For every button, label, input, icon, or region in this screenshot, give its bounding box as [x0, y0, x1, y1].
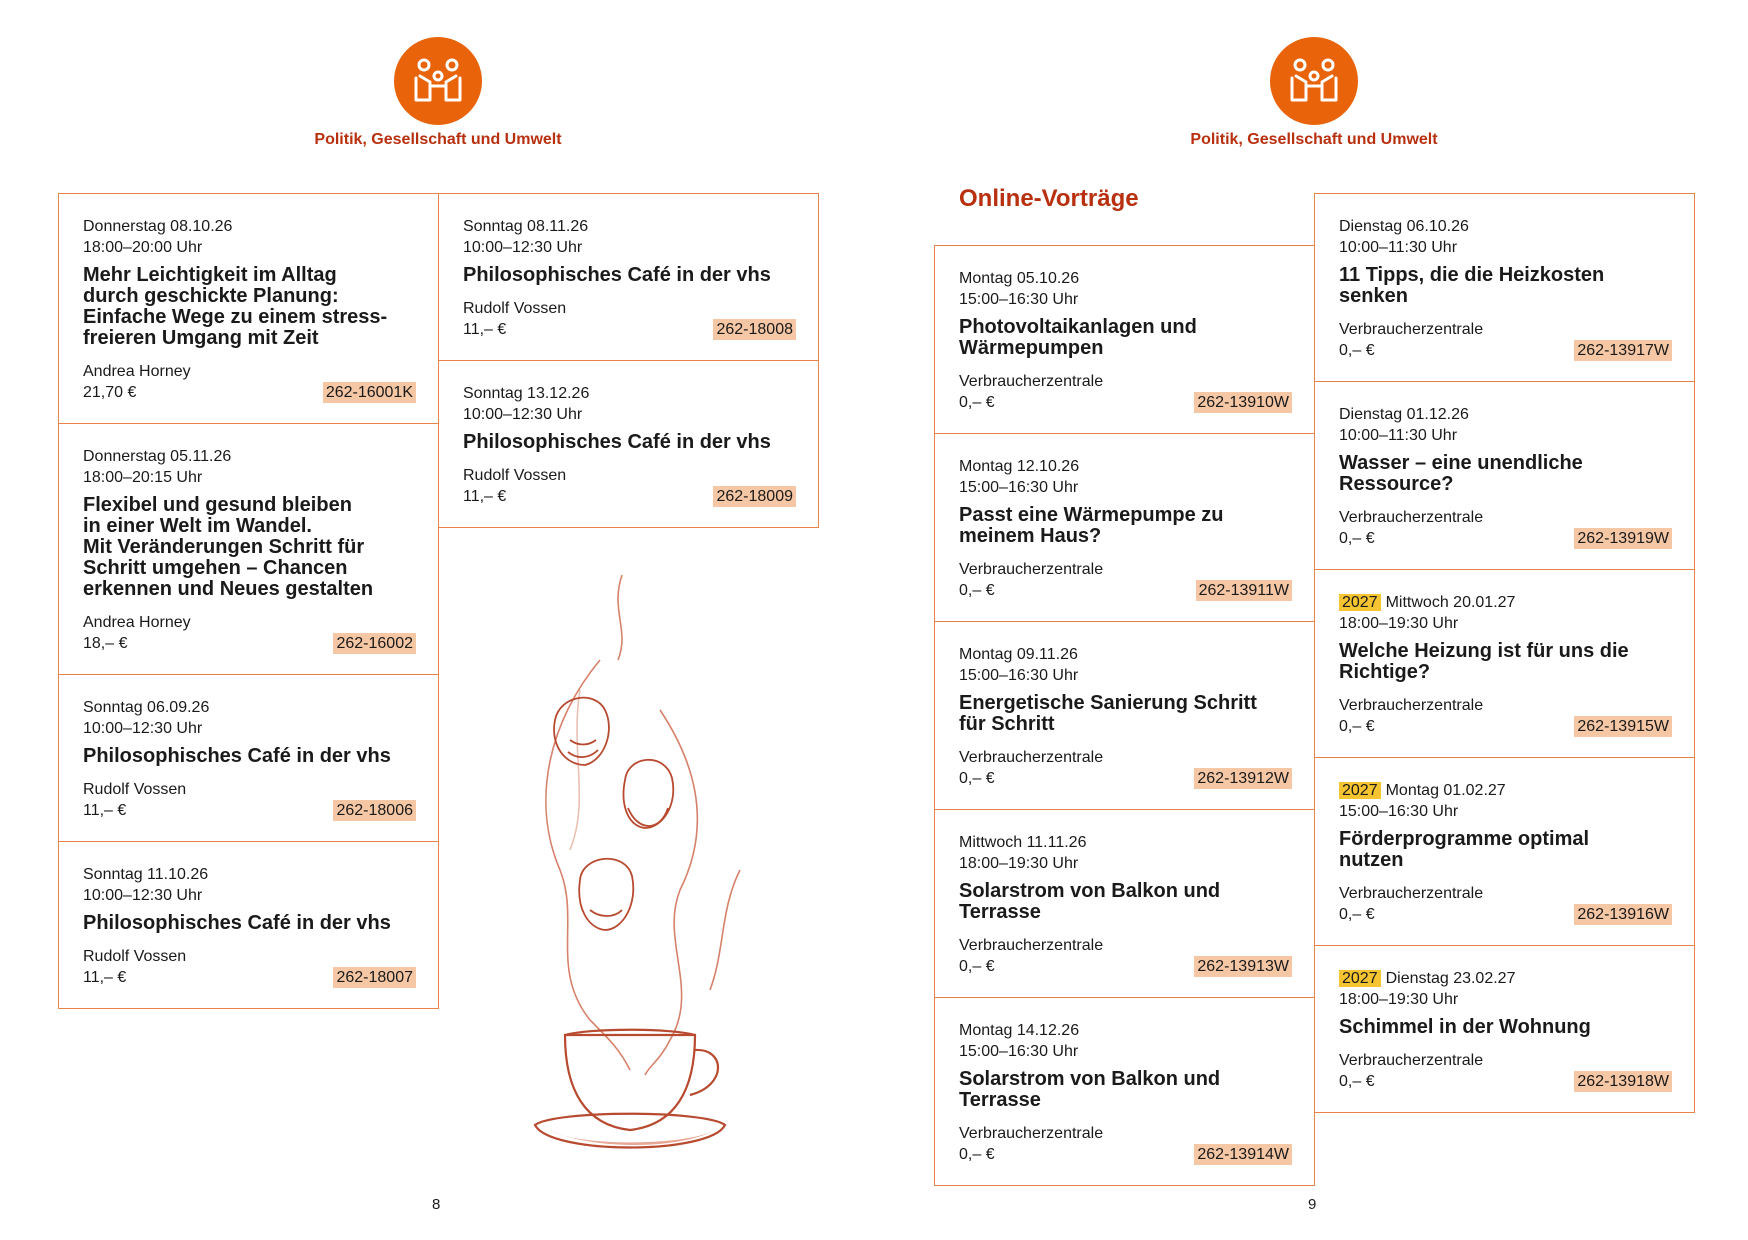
course-price-row	[1339, 1071, 1672, 1092]
course-title	[959, 693, 1292, 735]
course-card	[1314, 946, 1695, 1113]
course-title-line: Mehr Leichtigkeit im Alltag	[83, 264, 337, 286]
course-title	[1339, 1017, 1672, 1038]
course-date	[83, 446, 416, 467]
course-time: 10:00–11:30 Uhr	[1339, 239, 1458, 256]
course-time: 15:00–16:30 Uhr	[1339, 803, 1459, 820]
course-title	[1339, 829, 1672, 871]
course-price: 21,70 €	[83, 384, 137, 401]
course-price-row	[959, 580, 1292, 601]
course-card	[438, 361, 819, 528]
course-speaker: Verbraucherzentrale	[1339, 885, 1484, 902]
course-title-line: in einer Welt im Wandel.	[83, 515, 312, 537]
course-title-line: erkennen und Neues gestalten	[83, 578, 374, 600]
course-code: 262-18007	[333, 967, 416, 988]
course-title	[959, 505, 1292, 547]
course-speaker: Rudolf Vossen	[83, 948, 187, 965]
course-title-line: Energetische Sanierung Schritt	[959, 692, 1257, 714]
course-date	[959, 1020, 1292, 1041]
course-speaker: Verbraucherzentrale	[959, 1125, 1104, 1142]
left-column-2	[438, 193, 819, 528]
course-title-line: Philosophisches Café in der vhs	[83, 912, 391, 934]
course-speaker: Rudolf Vossen	[83, 781, 187, 798]
course-title-line: Philosophisches Café in der vhs	[463, 264, 771, 286]
course-speaker: Rudolf Vossen	[463, 300, 567, 317]
course-time: 15:00–16:30 Uhr	[959, 1043, 1079, 1060]
course-title-line: freieren Umgang mit Zeit	[83, 327, 319, 349]
course-price: 18,– €	[83, 635, 128, 652]
course-code: 262-13911W	[1196, 580, 1292, 601]
course-title	[463, 265, 796, 286]
course-code: 262-13919W	[1574, 528, 1672, 549]
people-group-icon	[408, 56, 468, 106]
course-price-row	[83, 633, 416, 654]
course-time: 18:00–19:30 Uhr	[959, 855, 1079, 872]
course-title	[463, 432, 796, 453]
course-title	[83, 913, 416, 934]
course-title-line: Richtige?	[1339, 661, 1431, 683]
course-date-text: Dienstag 01.12.26	[1339, 406, 1469, 423]
course-code: 262-13913W	[1194, 956, 1292, 977]
course-code: 262-13915W	[1574, 716, 1672, 737]
course-title-line: Flexibel und gesund bleiben	[83, 494, 352, 516]
course-speaker: Verbraucherzentrale	[1339, 321, 1484, 338]
course-title-line: Schimmel in der Wohnung	[1339, 1016, 1591, 1038]
course-title-line: für Schritt	[959, 713, 1055, 735]
category-logo-icon	[394, 37, 482, 125]
category-title-right: Politik, Gesellschaft und Umwelt	[1190, 131, 1438, 148]
course-speaker: Verbraucherzentrale	[959, 749, 1104, 766]
course-date-text: Montag 09.11.26	[959, 646, 1078, 663]
course-date	[1339, 216, 1672, 237]
course-title-line: Welche Heizung ist für uns die	[1339, 640, 1629, 662]
course-price-row	[1339, 904, 1672, 925]
course-time: 18:00–19:30 Uhr	[1339, 615, 1459, 632]
course-price: 0,– €	[959, 582, 995, 599]
course-code: 262-13917W	[1574, 340, 1672, 361]
course-speaker: Andrea Horney	[83, 363, 191, 380]
course-title	[1339, 453, 1672, 495]
course-date	[463, 216, 796, 237]
course-date-text: Montag 14.12.26	[959, 1022, 1080, 1039]
course-speaker: Verbraucherzentrale	[959, 373, 1104, 390]
course-title-line: Mit Veränderungen Schritt für	[83, 536, 365, 558]
course-time: 10:00–12:30 Uhr	[83, 887, 203, 904]
course-date	[959, 456, 1292, 477]
course-title-line: Schritt umgehen – Chancen	[83, 557, 348, 579]
course-date	[1339, 968, 1672, 989]
section-title: Online-Vorträge	[959, 185, 1139, 212]
right-column-1	[934, 245, 1315, 1186]
course-card	[1314, 382, 1695, 570]
course-date-text: Montag 05.10.26	[959, 270, 1080, 287]
course-date	[959, 644, 1292, 665]
course-price: 11,– €	[463, 321, 507, 338]
right-column-2	[1314, 193, 1695, 1113]
course-speaker: Andrea Horney	[83, 614, 191, 631]
course-price: 0,– €	[1339, 530, 1375, 547]
course-code: 262-16001K	[323, 382, 416, 403]
course-card	[58, 842, 439, 1009]
course-price: 0,– €	[959, 394, 995, 411]
course-price: 0,– €	[1339, 342, 1375, 359]
course-date	[959, 832, 1292, 853]
course-title	[83, 746, 416, 767]
course-price: 11,– €	[463, 488, 507, 505]
course-date-text: Mittwoch 11.11.26	[959, 834, 1087, 851]
course-code: 262-16002	[333, 633, 416, 654]
year-badge: 2027	[1339, 594, 1381, 611]
course-date	[1339, 592, 1672, 613]
course-time: 15:00–16:30 Uhr	[959, 291, 1079, 308]
course-title-line: Ressource?	[1339, 473, 1454, 495]
course-title	[959, 1069, 1292, 1111]
course-title	[959, 317, 1292, 359]
course-title-line: Terrasse	[959, 1089, 1041, 1111]
course-price-row	[83, 967, 416, 988]
course-code: 262-18009	[713, 486, 796, 507]
course-card	[1314, 193, 1695, 382]
course-price: 11,– €	[83, 969, 127, 986]
course-card	[58, 424, 439, 675]
course-price-row	[463, 486, 796, 507]
course-title-line: Solarstrom von Balkon und	[959, 1068, 1221, 1090]
course-time: 10:00–12:30 Uhr	[463, 406, 583, 423]
course-price-row	[959, 392, 1292, 413]
page-number-right: 9	[1308, 1196, 1317, 1213]
course-date	[83, 697, 416, 718]
course-title	[1339, 641, 1672, 683]
course-title	[83, 495, 416, 600]
course-price: 0,– €	[1339, 906, 1375, 923]
course-time: 15:00–16:30 Uhr	[959, 667, 1079, 684]
course-price: 0,– €	[1339, 718, 1375, 735]
course-title-line: durch geschickte Planung:	[83, 285, 339, 307]
course-code: 262-13912W	[1194, 768, 1292, 789]
course-date	[463, 383, 796, 404]
course-date-text: Dienstag 06.10.26	[1339, 218, 1469, 235]
course-speaker: Verbraucherzentrale	[1339, 697, 1484, 714]
course-date-text: Donnerstag 05.11.26	[83, 448, 232, 465]
course-date	[1339, 404, 1672, 425]
left-column-1	[58, 193, 439, 1009]
course-date	[1339, 780, 1672, 801]
course-title-line: Wärmepumpen	[959, 337, 1104, 359]
course-time: 18:00–20:15 Uhr	[83, 469, 203, 486]
course-speaker: Verbraucherzentrale	[959, 937, 1104, 954]
course-title-line: Terrasse	[959, 901, 1041, 923]
course-price-row	[959, 1144, 1292, 1165]
course-code: 262-18006	[333, 800, 416, 821]
course-time: 10:00–12:30 Uhr	[83, 720, 203, 737]
course-card	[58, 675, 439, 842]
course-date	[83, 864, 416, 885]
course-price: 0,– €	[959, 1146, 995, 1163]
course-title-line: Philosophisches Café in der vhs	[463, 431, 771, 453]
course-card	[934, 998, 1315, 1186]
course-price-row	[1339, 716, 1672, 737]
course-title-line: Photovoltaikanlagen und	[959, 316, 1197, 338]
course-card	[934, 622, 1315, 810]
course-card	[934, 245, 1315, 434]
course-price: 0,– €	[959, 770, 995, 787]
course-title-line: Wasser – eine unendliche	[1339, 452, 1583, 474]
course-code: 262-13914W	[1194, 1144, 1292, 1165]
course-time: 18:00–19:30 Uhr	[1339, 991, 1459, 1008]
course-card	[58, 193, 439, 424]
course-date-text: Mittwoch 20.01.27	[1385, 594, 1516, 611]
course-date	[959, 268, 1292, 289]
course-code: 262-13916W	[1574, 904, 1672, 925]
course-price-row	[1339, 340, 1672, 361]
course-code: 262-13910W	[1194, 392, 1292, 413]
course-time: 18:00–20:00 Uhr	[83, 239, 203, 256]
course-title-line: 11 Tipps, die die Heizkosten	[1339, 264, 1605, 286]
course-card	[934, 434, 1315, 622]
course-card	[934, 810, 1315, 998]
course-title-line: Einfache Wege zu einem stress-	[83, 306, 388, 328]
course-title-line: meinem Haus?	[959, 525, 1102, 547]
course-price-row	[83, 382, 416, 403]
course-speaker: Rudolf Vossen	[463, 467, 567, 484]
course-date-text: Montag 01.02.27	[1385, 782, 1506, 799]
year-badge: 2027	[1339, 782, 1381, 799]
course-title	[83, 265, 416, 349]
course-price-row	[83, 800, 416, 821]
course-title-line: senken	[1339, 285, 1408, 307]
people-group-icon	[1284, 56, 1344, 106]
course-time: 10:00–12:30 Uhr	[463, 239, 583, 256]
course-price: 0,– €	[959, 958, 995, 975]
course-date-text: Sonntag 06.09.26	[83, 699, 210, 716]
course-price-row	[1339, 528, 1672, 549]
course-price-row	[463, 319, 796, 340]
course-code: 262-18008	[713, 319, 796, 340]
course-title-line: Passt eine Wärmepumpe zu	[959, 504, 1224, 526]
course-price-row	[959, 956, 1292, 977]
page-number-left: 8	[432, 1196, 441, 1213]
course-title-line: Solarstrom von Balkon und	[959, 880, 1221, 902]
course-code: 262-13918W	[1574, 1071, 1672, 1092]
course-card	[438, 193, 819, 361]
course-title	[959, 881, 1292, 923]
course-date-text: Donnerstag 08.10.26	[83, 218, 233, 235]
year-badge: 2027	[1339, 970, 1381, 987]
course-title-line: nutzen	[1339, 849, 1404, 871]
course-date-text: Sonntag 08.11.26	[463, 218, 589, 235]
course-price: 11,– €	[83, 802, 127, 819]
course-price-row	[959, 768, 1292, 789]
course-time: 10:00–11:30 Uhr	[1339, 427, 1458, 444]
course-card	[1314, 570, 1695, 758]
course-price: 0,– €	[1339, 1073, 1375, 1090]
course-speaker: Verbraucherzentrale	[1339, 1052, 1484, 1069]
course-date-text: Montag 12.10.26	[959, 458, 1080, 475]
category-title-left: Politik, Gesellschaft und Umwelt	[314, 131, 562, 148]
course-title-line: Philosophisches Café in der vhs	[83, 745, 391, 767]
course-date-text: Sonntag 11.10.26	[83, 866, 209, 883]
course-title-line: Förderprogramme optimal	[1339, 828, 1590, 850]
course-card	[1314, 758, 1695, 946]
course-date	[83, 216, 416, 237]
course-time: 15:00–16:30 Uhr	[959, 479, 1079, 496]
course-date-text: Dienstag 23.02.27	[1385, 970, 1516, 987]
course-date-text: Sonntag 13.12.26	[463, 385, 590, 402]
category-logo-icon-right	[1270, 37, 1358, 125]
course-title	[1339, 265, 1672, 307]
course-speaker: Verbraucherzentrale	[959, 561, 1104, 578]
course-speaker: Verbraucherzentrale	[1339, 509, 1484, 526]
coffee-cup-philosophers-illustration	[510, 570, 770, 1180]
